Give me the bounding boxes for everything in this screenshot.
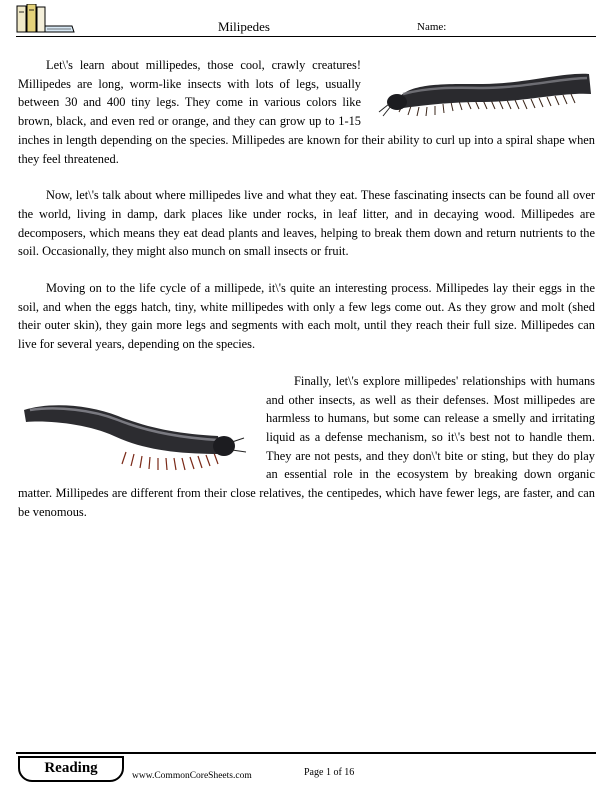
page-header	[0, 0, 612, 40]
paragraph-1: Let\'s learn about millipedes, those cool, crawly creatures! Millipedes are long, worm-like insects with lots of legs, usually between 30 and 400 tiny legs. They come in various colors like brown, black, and even red or orange, and they can grow up to 1-15 inches in length depending on the species. Millipedes are known for their ability to curl up into a spiral shape when they feel threatened.	[18, 58, 595, 166]
paragraph-4: Finally, let\'s explore millipedes' relationships with humans and other insects, as well as their defenses. Most millipedes are harmless to humans, but some can release a smelly and irritating liquid as a defense mechanism, so it\'s best not to handle them. They are not pests, and they don\'t bite or sting, but they do play an essential role in the ecosystem by breaking down organic matter. Millipedes are different from their close relatives, the centipedes, which have fewer legs, are faster, and can be venomous.	[18, 373, 595, 519]
page-title: Milipedes	[218, 19, 270, 34]
article-body	[18, 56, 595, 539]
site-url: www.CommonCoreSheets.com	[132, 771, 252, 781]
millipede-photo	[373, 60, 595, 126]
subject-tab: Reading	[18, 756, 124, 782]
name-label: Name:	[417, 21, 447, 33]
paragraph-2: Now, let\'s talk about where millipedes live and what they eat. These fascinating insects can be found all over the world, living in damp, dark places like under rocks, in leaf litter, and in decaying wood. Millipedes are decomposers, which means they eat dead plants and leaves, helping to break them down and return nutrients to the soil. Occasionally, they might also munch on small insects or fruit.	[18, 188, 595, 259]
header-divider	[16, 36, 596, 37]
books-icon	[16, 4, 76, 34]
footer-divider	[16, 752, 596, 754]
paragraph-3: Moving on to the life cycle of a millipede, it\'s quite an interesting process. Millipedes lay their eggs in the soil, and when the eggs hatch, tiny, white millipedes with only a few legs come out. As they grow and molt (shed their outer skin), they gain more legs and segments with each molt, until they reach their full size. Millipedes can live for several years, depending on the species.	[18, 281, 595, 352]
page-number: Page 1 of 16	[304, 767, 355, 778]
millipede-photo	[18, 380, 250, 480]
